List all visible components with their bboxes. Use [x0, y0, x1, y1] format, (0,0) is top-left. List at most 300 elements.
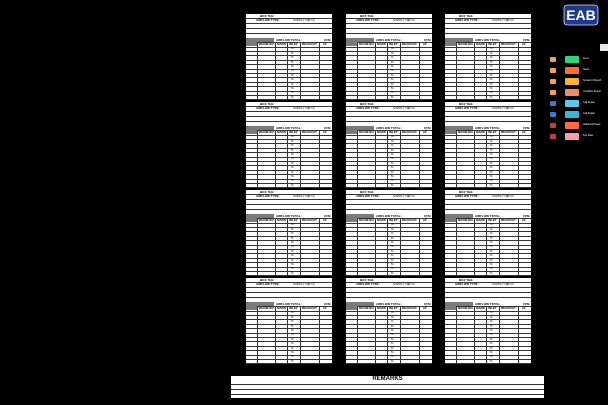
legend-label: Additional Notes — [583, 123, 601, 126]
test-sheet — [346, 102, 432, 188]
row-percent-mark: % — [391, 81, 394, 86]
remarks-line — [231, 384, 544, 385]
column-line — [518, 218, 519, 276]
supply-label: SUPPLY (S) — [393, 18, 410, 22]
column-line — [357, 42, 358, 100]
box-tag-label: BOX TAG: — [260, 277, 275, 282]
row-percent-mark: % — [490, 77, 493, 82]
room-no-header: ROOM NO. — [458, 41, 474, 46]
room-no-header: ROOM NO. — [458, 305, 474, 310]
test-sheet — [246, 190, 332, 276]
mark-header: MARK — [476, 129, 485, 134]
row-percent-mark: % — [490, 72, 493, 77]
column-line — [287, 130, 288, 188]
row-line — [246, 116, 332, 117]
row-percent-mark: % — [291, 151, 294, 156]
row-percent-mark: % — [291, 169, 294, 174]
header-grey-cell — [246, 130, 257, 134]
row-percent-mark: % — [291, 266, 294, 271]
row-percent-mark: % — [391, 235, 394, 240]
room-no-header: ROOM NO. — [458, 217, 474, 222]
column-line — [257, 42, 258, 100]
legend-label: Key Data — [583, 134, 593, 137]
row-percent-mark: % — [291, 94, 294, 99]
inlet-header: INLET — [488, 129, 497, 134]
legend-icon — [550, 90, 556, 95]
test-sheet — [246, 102, 332, 188]
row-line — [346, 111, 432, 112]
header-grey-cell — [346, 42, 357, 46]
cfm-unit: CFM — [523, 213, 530, 218]
row-percent-mark: % — [391, 55, 394, 60]
column-line — [257, 306, 258, 364]
row-percent-mark: % — [391, 310, 394, 315]
row-line — [445, 297, 531, 298]
row-percent-mark: % — [291, 341, 294, 346]
airflow-type-label: AIRFLOW TYPE: — [356, 282, 380, 286]
exhaust-label: (T.O) — [308, 18, 315, 22]
cf-header: CF — [423, 305, 427, 310]
row-percent-mark: % — [291, 178, 294, 183]
cfm-unit: CFM — [324, 213, 331, 218]
row-percent-mark: % — [291, 55, 294, 60]
row-percent-mark: % — [291, 173, 294, 178]
row-percent-mark: % — [391, 134, 394, 139]
row-line — [445, 287, 531, 288]
remarks-title: REMARKS — [372, 376, 403, 382]
cfm-unit: CFM — [424, 301, 431, 306]
legend-item — [550, 56, 608, 63]
row-line — [246, 204, 332, 205]
mark-header: MARK — [277, 41, 286, 46]
row-percent-mark: % — [291, 143, 294, 148]
column-line — [499, 218, 500, 276]
row-percent-mark: % — [391, 178, 394, 183]
row-percent-mark: % — [490, 165, 493, 170]
airflow-total-label: AIRFLOW TOTAL: — [376, 125, 402, 130]
row-line — [346, 121, 432, 122]
row-percent-mark: % — [391, 253, 394, 258]
legend-icon — [550, 79, 556, 84]
row-percent-mark: % — [490, 68, 493, 73]
row-percent-mark: % — [391, 138, 394, 143]
row-percent-mark: % — [391, 63, 394, 68]
column-line — [419, 42, 420, 100]
mark-header: MARK — [277, 217, 286, 222]
cf-header: CF — [522, 305, 526, 310]
row-percent-mark: % — [490, 134, 493, 139]
cfm-unit: CFM — [324, 301, 331, 306]
column-line — [319, 42, 320, 100]
row-percent-mark: % — [291, 244, 294, 249]
supply-label: SUPPLY (S) — [293, 18, 310, 22]
cfm-unit: CFM — [523, 37, 530, 42]
row-line — [445, 111, 531, 112]
legend-label: Spread of Report — [583, 79, 602, 82]
row-percent-mark: % — [391, 85, 394, 90]
column-line — [375, 130, 376, 188]
supply-label: SUPPLY (S) — [492, 282, 509, 286]
supply-label: SUPPLY (S) — [293, 194, 310, 198]
row-percent-mark: % — [490, 244, 493, 249]
row-line — [346, 23, 432, 24]
column-line — [375, 306, 376, 364]
legend-label: Condition Report — [583, 90, 601, 93]
row-percent-mark: % — [291, 349, 294, 354]
row-percent-mark: % — [391, 165, 394, 170]
header-grey-cell — [445, 218, 456, 222]
row-percent-mark: % — [291, 134, 294, 139]
row-percent-mark: % — [490, 59, 493, 64]
row-percent-mark: % — [490, 349, 493, 354]
row-percent-mark: % — [291, 63, 294, 68]
row-percent-mark: % — [391, 336, 394, 341]
row-percent-mark: % — [391, 77, 394, 82]
row-percent-mark: % — [291, 327, 294, 332]
readout-header: READOUT — [501, 41, 516, 46]
row-line — [445, 28, 531, 29]
legend-item — [550, 122, 608, 129]
box-tag-label: BOX TAG: — [459, 101, 474, 106]
box-tag-label: BOX TAG: — [260, 189, 275, 194]
legend-item — [550, 111, 608, 118]
column-line — [319, 130, 320, 188]
readout-header: READOUT — [501, 305, 516, 310]
column-line — [387, 218, 388, 276]
readout-header: READOUT — [402, 305, 417, 310]
mark-header: MARK — [277, 129, 286, 134]
row-percent-mark: % — [391, 266, 394, 271]
room-no-header: ROOM NO. — [259, 129, 275, 134]
row-line — [346, 199, 432, 200]
room-no-header: ROOM NO. — [359, 217, 375, 222]
cf-header: CF — [423, 41, 427, 46]
room-no-header: ROOM NO. — [259, 217, 275, 222]
legend-panel — [550, 56, 608, 156]
readout-header: READOUT — [302, 129, 317, 134]
row-line — [445, 199, 531, 200]
row-percent-mark: % — [391, 94, 394, 99]
column-line — [300, 130, 301, 188]
row-line — [246, 209, 332, 210]
row-percent-mark: % — [490, 151, 493, 156]
row-percent-mark: % — [291, 248, 294, 253]
mark-header: MARK — [476, 305, 485, 310]
legend-button[interactable] — [565, 122, 579, 129]
airflow-total-label: AIRFLOW TOTAL: — [475, 213, 501, 218]
column-line — [375, 218, 376, 276]
column-line — [257, 130, 258, 188]
row-percent-mark: % — [291, 235, 294, 240]
airflow-total-label: AIRFLOW TOTAL: — [475, 37, 501, 42]
column-line — [474, 218, 475, 276]
header-grey-cell — [445, 42, 456, 46]
cf-header: CF — [323, 217, 327, 222]
airflow-type-label: AIRFLOW TYPE: — [356, 194, 380, 198]
column-line — [300, 42, 301, 100]
airflow-type-label: AIRFLOW TYPE: — [256, 194, 280, 198]
row-line — [246, 292, 332, 293]
row-percent-mark: % — [391, 341, 394, 346]
row-percent-mark: % — [490, 226, 493, 231]
row-percent-mark: % — [291, 332, 294, 337]
readout-header: READOUT — [302, 217, 317, 222]
column-line — [456, 130, 457, 188]
row-percent-mark: % — [391, 239, 394, 244]
airflow-type-label: AIRFLOW TYPE: — [455, 18, 479, 22]
airflow-type-label: AIRFLOW TYPE: — [356, 106, 380, 110]
row-percent-mark: % — [291, 147, 294, 152]
legend-label: Notes — [583, 68, 590, 71]
exhaust-label: (T.O) — [507, 194, 514, 198]
inlet-header: INLET — [289, 41, 298, 46]
inlet-header: INLET — [389, 217, 398, 222]
row-percent-mark: % — [291, 336, 294, 341]
row-percent-mark: % — [490, 85, 493, 90]
box-tag-label: BOX TAG: — [459, 13, 474, 18]
row-percent-mark: % — [291, 81, 294, 86]
row-percent-mark: % — [291, 323, 294, 328]
box-tag-label: BOX TAG: — [260, 13, 275, 18]
inlet-header: INLET — [389, 305, 398, 310]
exhaust-label: (T.O) — [408, 282, 415, 286]
row-percent-mark: % — [490, 50, 493, 55]
row-percent-mark: % — [490, 143, 493, 148]
supply-label: SUPPLY (S) — [293, 282, 310, 286]
test-sheet-grid — [246, 14, 532, 364]
legend-button[interactable] — [565, 133, 579, 140]
mark-header: MARK — [377, 305, 386, 310]
column-line — [400, 130, 401, 188]
readout-header: READOUT — [402, 217, 417, 222]
row-line — [445, 116, 531, 117]
test-sheet — [346, 278, 432, 364]
row-line — [346, 209, 432, 210]
exhaust-label: (T.O) — [308, 106, 315, 110]
row-percent-mark: % — [490, 310, 493, 315]
row-percent-mark: % — [291, 50, 294, 55]
column-line — [499, 306, 500, 364]
inlet-header: INLET — [289, 217, 298, 222]
cfm-unit: CFM — [424, 37, 431, 42]
row-percent-mark: % — [391, 72, 394, 77]
row-line — [246, 28, 332, 29]
test-sheet — [346, 14, 432, 100]
row-percent-mark: % — [490, 55, 493, 60]
column-line — [357, 130, 358, 188]
readout-header: READOUT — [501, 217, 516, 222]
row-percent-mark: % — [291, 72, 294, 77]
mark-header: MARK — [277, 305, 286, 310]
column-line — [518, 130, 519, 188]
row-percent-mark: % — [490, 235, 493, 240]
legend-icon — [550, 112, 556, 117]
supply-label: SUPPLY (S) — [393, 106, 410, 110]
row-line — [346, 33, 432, 34]
row-line — [346, 116, 432, 117]
cf-header: CF — [522, 41, 526, 46]
airflow-type-label: AIRFLOW TYPE: — [256, 106, 280, 110]
legend-icon — [550, 134, 556, 139]
inlet-header: INLET — [488, 217, 497, 222]
row-percent-mark: % — [391, 143, 394, 148]
airflow-type-label: AIRFLOW TYPE: — [256, 282, 280, 286]
row-percent-mark: % — [490, 270, 493, 275]
row-percent-mark: % — [490, 81, 493, 86]
cf-header: CF — [522, 129, 526, 134]
row-percent-mark: % — [291, 354, 294, 359]
remarks-line — [231, 394, 544, 395]
column-line — [456, 218, 457, 276]
row-line — [346, 292, 432, 293]
airflow-type-label: AIRFLOW TYPE: — [455, 282, 479, 286]
row-percent-mark: % — [291, 85, 294, 90]
row-percent-mark: % — [391, 332, 394, 337]
row-percent-mark: % — [391, 160, 394, 165]
cf-header: CF — [522, 217, 526, 222]
row-percent-mark: % — [291, 257, 294, 262]
room-no-header: ROOM NO. — [259, 41, 275, 46]
row-percent-mark: % — [391, 345, 394, 350]
row-percent-mark: % — [490, 319, 493, 324]
row-percent-mark: % — [490, 239, 493, 244]
row-percent-mark: % — [291, 77, 294, 82]
company-logo — [560, 4, 600, 26]
row-percent-mark: % — [490, 257, 493, 262]
row-line — [346, 28, 432, 29]
legend-button[interactable] — [565, 100, 579, 107]
column-line — [257, 218, 258, 276]
row-percent-mark: % — [291, 310, 294, 315]
panel-toggle[interactable] — [600, 44, 608, 51]
row-percent-mark: % — [291, 68, 294, 73]
inlet-header: INLET — [488, 305, 497, 310]
room-no-header: ROOM NO. — [359, 129, 375, 134]
mark-header: MARK — [377, 129, 386, 134]
airflow-total-label: AIRFLOW TOTAL: — [276, 125, 302, 130]
row-percent-mark: % — [391, 90, 394, 95]
column-line — [486, 306, 487, 364]
supply-label: SUPPLY (S) — [492, 18, 509, 22]
box-tag-label: BOX TAG: — [360, 101, 375, 106]
row-percent-mark: % — [291, 253, 294, 258]
row-percent-mark: % — [490, 248, 493, 253]
test-sheet — [445, 14, 531, 100]
row-percent-mark: % — [490, 173, 493, 178]
airflow-total-label: AIRFLOW TOTAL: — [376, 301, 402, 306]
readout-header: READOUT — [501, 129, 516, 134]
row-percent-mark: % — [490, 253, 493, 258]
legend-icon — [550, 101, 556, 106]
row-percent-mark: % — [490, 327, 493, 332]
logo-text: EAB — [566, 7, 596, 23]
legend-label: Cell Repair — [583, 112, 595, 115]
header-grey-cell — [246, 306, 257, 310]
airflow-total-label: AIRFLOW TOTAL: — [376, 213, 402, 218]
mark-header: MARK — [476, 217, 485, 222]
legend-button[interactable] — [565, 56, 579, 63]
row-percent-mark: % — [391, 257, 394, 262]
row-percent-mark: % — [391, 354, 394, 359]
legend-button[interactable] — [565, 67, 579, 74]
column-line — [419, 306, 420, 364]
airflow-total-label: AIRFLOW TOTAL: — [276, 301, 302, 306]
test-sheet — [346, 190, 432, 276]
supply-label: SUPPLY (S) — [393, 194, 410, 198]
column-line — [319, 306, 320, 364]
column-line — [486, 218, 487, 276]
column-line — [486, 130, 487, 188]
column-line — [400, 218, 401, 276]
row-percent-mark: % — [490, 147, 493, 152]
column-line — [287, 306, 288, 364]
test-sheet — [445, 190, 531, 276]
row-percent-mark: % — [291, 59, 294, 64]
legend-item — [550, 67, 608, 74]
legend-button[interactable] — [565, 89, 579, 96]
room-no-header: ROOM NO. — [259, 305, 275, 310]
row-percent-mark: % — [391, 319, 394, 324]
readout-header: READOUT — [402, 129, 417, 134]
supply-label: SUPPLY (S) — [393, 282, 410, 286]
legend-icon — [550, 57, 556, 62]
row-percent-mark: % — [291, 314, 294, 319]
row-percent-mark: % — [490, 182, 493, 187]
column-line — [474, 42, 475, 100]
row-percent-mark: % — [391, 182, 394, 187]
header-grey-cell — [346, 218, 357, 222]
legend-button[interactable] — [565, 78, 579, 85]
legend-label: Items — [583, 57, 589, 60]
column-line — [287, 218, 288, 276]
row-line — [445, 292, 531, 293]
row-percent-mark: % — [490, 354, 493, 359]
column-line — [518, 306, 519, 364]
row-percent-mark: % — [291, 345, 294, 350]
column-line — [275, 218, 276, 276]
row-percent-mark: % — [490, 341, 493, 346]
row-percent-mark: % — [391, 244, 394, 249]
readout-header: READOUT — [402, 41, 417, 46]
exhaust-label: (T.O) — [507, 18, 514, 22]
row-percent-mark: % — [291, 156, 294, 161]
column-line — [357, 218, 358, 276]
column-line — [375, 42, 376, 100]
airflow-type-label: AIRFLOW TYPE: — [356, 18, 380, 22]
row-line — [246, 287, 332, 288]
column-line — [474, 306, 475, 364]
row-percent-mark: % — [391, 261, 394, 266]
header-grey-cell — [346, 306, 357, 310]
supply-label: SUPPLY (S) — [293, 106, 310, 110]
exhaust-label: (T.O) — [507, 106, 514, 110]
legend-button[interactable] — [565, 111, 579, 118]
row-percent-mark: % — [490, 94, 493, 99]
row-line — [445, 23, 531, 24]
row-line — [246, 111, 332, 112]
column-line — [287, 42, 288, 100]
column-line — [400, 42, 401, 100]
column-line — [387, 42, 388, 100]
row-percent-mark: % — [490, 169, 493, 174]
row-percent-mark: % — [391, 226, 394, 231]
row-percent-mark: % — [391, 173, 394, 178]
row-percent-mark: % — [391, 156, 394, 161]
column-line — [419, 218, 420, 276]
row-percent-mark: % — [391, 46, 394, 51]
airflow-type-label: AIRFLOW TYPE: — [256, 18, 280, 22]
cfm-unit: CFM — [523, 301, 530, 306]
